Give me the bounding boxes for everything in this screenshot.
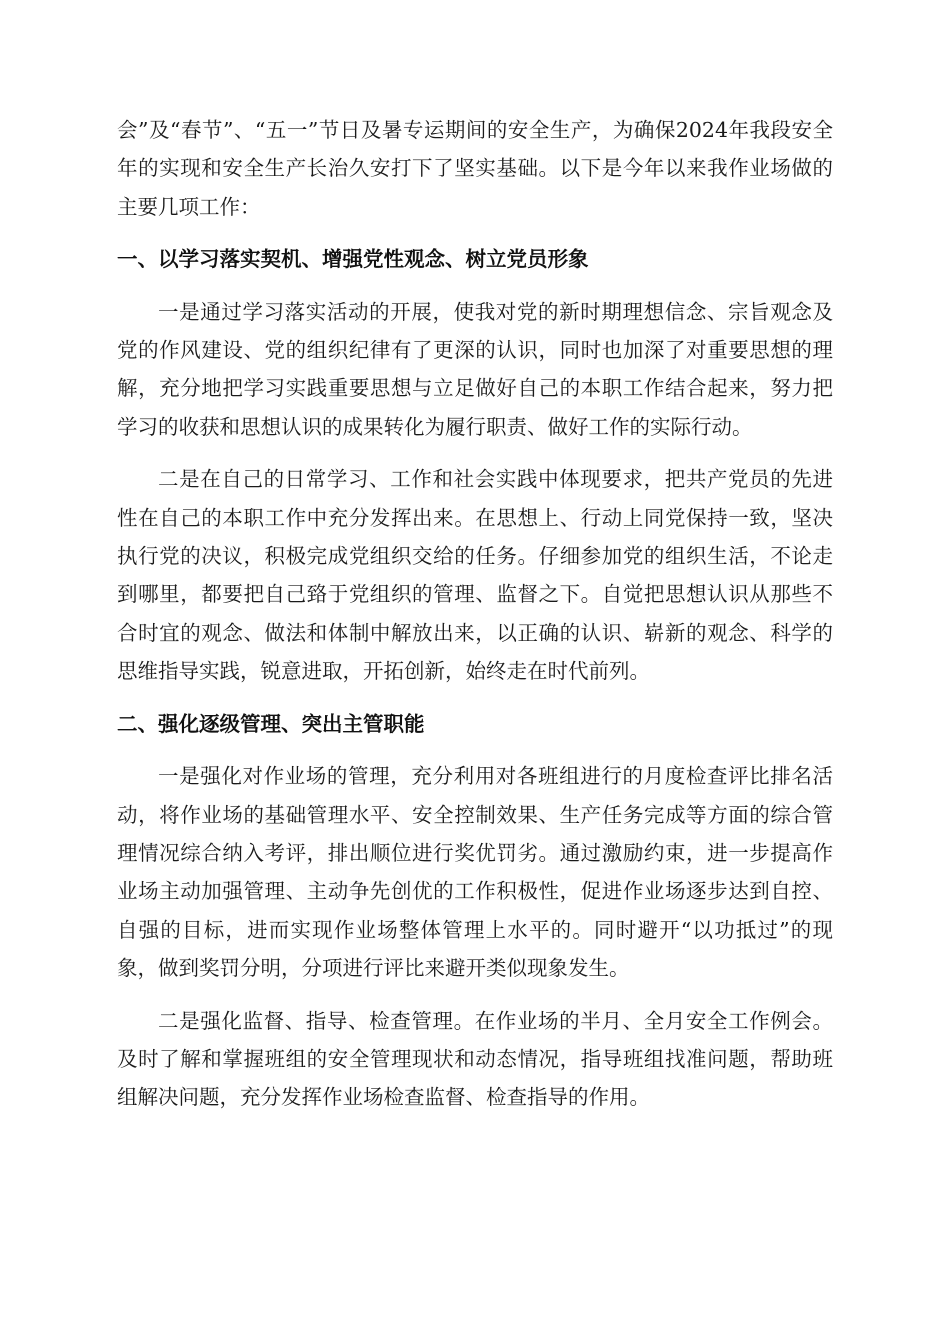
section-1-heading: 一、以学习落实契机、增强党性观念、树立党员形象 bbox=[117, 247, 589, 272]
section-1-paragraph-1: 一是通过学习落实活动的开展，使我对党的新时期理想信念、宗旨观念及党的作风建设、党的组织纪律有了更深的认识，同时也加深了对重要思想的理解，充分地把学习实践重要思想与立足做好自己的本职工作结合起来，努力把学习的收获和思想认识的成果转化为履行职责、做好工作的实际行动。 bbox=[117, 299, 833, 439]
intro-paragraph: 会”及“春节”、“五一”节日及暑专运期间的安全生产，为确保2024年我段安全年的实现和安全生产长治久安打下了坚实基础。以下是今年以来我作业场做的主要几项工作： bbox=[117, 118, 833, 219]
section-1-paragraph-2: 二是在自己的日常学习、工作和社会实践中体现要求，把共产党员的先进性在自己的本职工作中充分发挥出来。在思想上、行动上同党保持一致，坚决执行党的决议，积极完成党组织交给的任务。仔细参加党的组织生活，不论走到哪里，都要把自己臵于党组织的管理、监督之下。自觉把思想认识从那些不合时宜的观念、做法和体制中解放出来，以正确的认识、崭新的观念、科学的思维指导实践，锐意进取，开拓创新，始终走在时代前列。 bbox=[117, 467, 833, 684]
section-2-paragraph-2: 二是强化监督、指导、检查管理。在作业场的半月、全月安全工作例会。及时了解和掌握班组的安全管理现状和动态情况，指导班组找准问题，帮助班组解决问题，充分发挥作业场检查监督、检查指导的作用。 bbox=[117, 1008, 833, 1110]
document-body bbox=[117, 111, 833, 1131]
section-2-paragraph-1: 一是强化对作业场的管理，充分利用对各班组进行的月度检查评比排名活动，将作业场的基础管理水平、安全控制效果、生产任务完成等方面的综合管理情况综合纳入考评，排出顺位进行奖优罚劣。通过激励约束，进一步提高作业场主动加强管理、主动争先创优的工作积极性，促进作业场逐步达到自控、自强的目标，进而实现作业场整体管理上水平的。同时避开“以功抵过”的现象，做到奖罚分明，分项进行评比来避开类似现象发生。 bbox=[117, 764, 833, 981]
section-2-heading: 二、强化逐级管理、突出主管职能 bbox=[117, 711, 425, 736]
